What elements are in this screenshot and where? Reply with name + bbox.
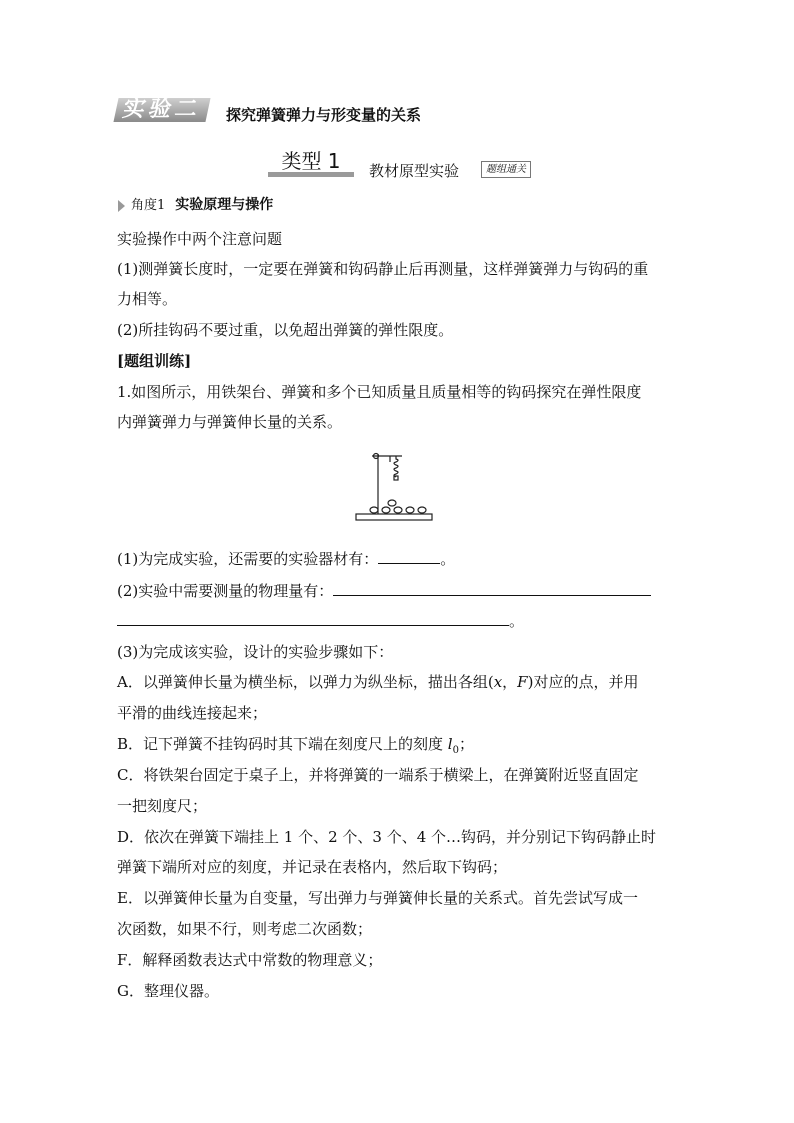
step-b-end: ； [458,735,474,753]
note-2: (2)所挂钩码不要过重，以免超出弹簧的弹性限度。 [117,321,454,339]
step-e-line-2: 次函数，如果不行，则考虑二次函数； [117,920,373,938]
angle-label: 角度1 [131,198,166,213]
type-title: 教材原型实验 [369,162,460,180]
answer-blank-2b[interactable] [117,611,509,626]
sub-question-1-text: (1)为完成实验，还需要的实验器材有： [117,550,379,568]
spring-icon [394,456,398,477]
triangle-icon [118,200,125,212]
question-1-line-1: 1.如图所示，用铁架台、弹簧和多个已知质量且质量相等的钩码探究在弹性限度 [117,383,642,401]
sub-question-2-cont [117,610,524,631]
note-1-line-1: (1)测弹簧长度时，一定要在弹簧和钩码静止后再测量，这样弹簧弹力与钩码的重 [117,260,649,278]
type-label: 类型 1 [268,150,354,177]
section-title: 探究弹簧弹力与形变量的关系 [226,106,422,124]
apparatus-figure [352,448,436,526]
type-tag: 题组通关 [481,161,531,178]
var-x: x [493,673,503,691]
answer-blank-1[interactable] [378,549,440,564]
sub-question-3: (3)为完成该实验，设计的实验步骤如下： [117,643,394,661]
notes-heading: 实验操作中两个注意问题 [117,230,283,248]
angle-title: 实验原理与操作 [175,197,274,213]
step-b [117,733,474,756]
stand-base [356,514,432,520]
step-g: G．整理仪器。 [117,982,219,1000]
var-l: l [447,735,453,753]
step-b-text: B．记下弹簧不挂钩码时其下端在刻度尺上的刻度 [117,735,448,753]
sub-question-1 [117,548,455,569]
step-d-line-2: 弹簧下端所对应的刻度，并记录在表格内，然后取下钩码； [117,858,508,876]
note-1-line-2: 力相等。 [117,290,178,308]
step-c-line-1: C．将铁架台固定于桌子上，并将弹簧的一端系于横梁上，在弹簧附近竖直固定 [117,766,639,784]
sub-question-2-end: 。 [509,612,525,630]
step-a-line-1 [117,671,638,692]
step-a-line-2: 平滑的曲线连接起来； [117,704,268,722]
sub-question-1-end: 。 [440,550,456,568]
var-l-subscript: 0 [452,745,459,756]
step-d-line-1: D．依次在弹簧下端挂上 1 个、2 个、3 个、4 个…钩码，并分别记下钩码静止时 [117,828,657,846]
question-1-line-2: 内弹簧弹力与弹簧伸长量的关系。 [117,413,343,431]
step-c-line-2: 一把刻度尺； [117,797,208,815]
step-e-line-1: E．以弹簧伸长量为自变量，写出弹力与弹簧伸长量的关系式。首先尝试写成一 [117,889,638,907]
angle-heading [118,194,273,214]
var-f: F [517,673,528,691]
practice-heading: [题组训练] [117,352,192,370]
step-f: F．解释函数表达式中常数的物理意义； [117,951,383,969]
sub-question-2-text: (2)实验中需要测量的物理量有： [117,582,334,600]
answer-blank-2a[interactable] [333,581,651,596]
section-badge: 实验二 [113,98,210,122]
sub-question-2 [117,580,651,601]
step-a-text-post: )对应的点，并用 [527,673,639,691]
step-a-text: A．以弹簧伸长量为横坐标，以弹力为纵坐标，描出各组( [117,673,494,691]
step-a-comma: ， [502,673,518,691]
